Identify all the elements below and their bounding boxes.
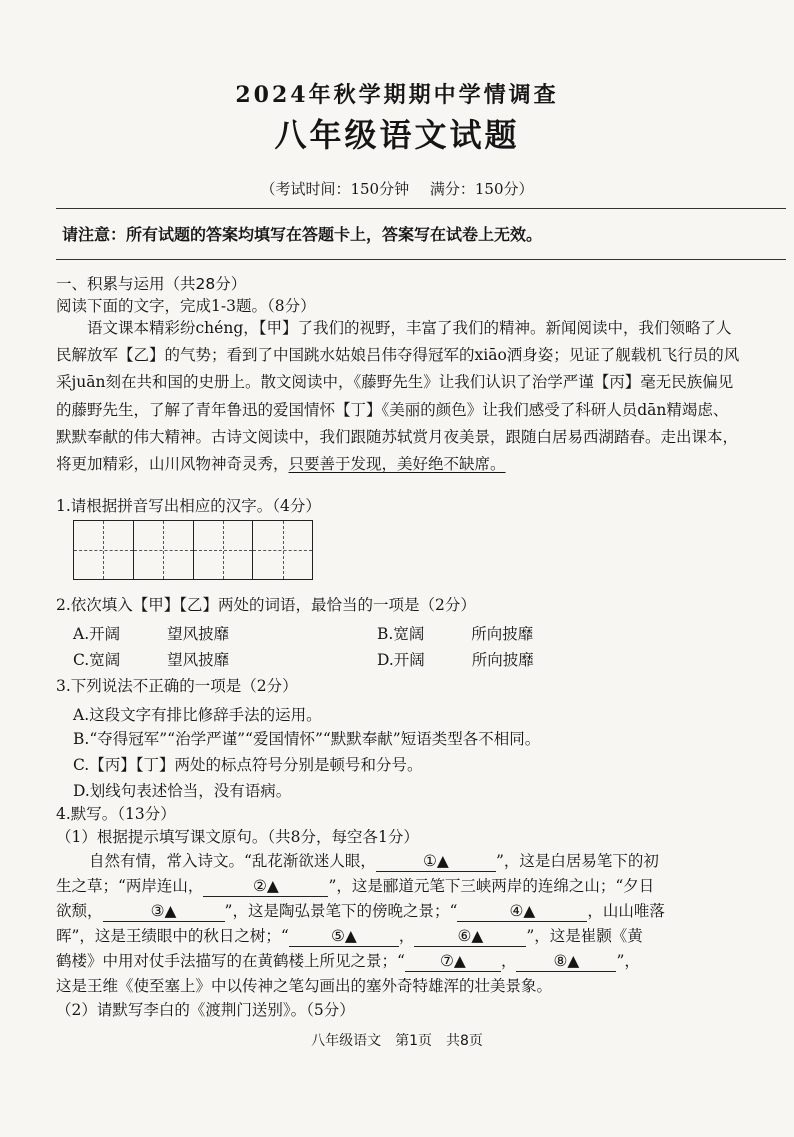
text-segment: ， (398, 927, 415, 945)
q2-stem: 2.依次填入【甲】【乙】两处的词语，最恰当的一项是（2分） (56, 596, 476, 614)
q4-sub1: （1）根据提示填写课文原句。（共8分，每空各1分） (56, 828, 419, 846)
blank-1: ①▲ (376, 851, 496, 872)
blank-5: ⑤▲ (289, 926, 399, 947)
q3-option-c: C.【丙】【丁】两处的标点符号分别是顿号和分号。 (73, 756, 423, 774)
answer-grid (73, 520, 313, 580)
text-segment: ”，这是白居易笔下的初 (495, 852, 659, 870)
option-word: 望风披靡 (167, 625, 230, 643)
q4-line-2 (56, 874, 654, 897)
text-segment: ， (500, 952, 517, 970)
q2-option-b (377, 622, 533, 644)
option-letter: B.宽阔 (377, 625, 425, 643)
q4-line-1 (89, 849, 659, 872)
section1-heading: 一、积累与运用（共28分） (56, 275, 247, 293)
blank-7: ⑦▲ (405, 951, 501, 972)
option-letter: C.宽阔 (73, 651, 121, 669)
option-word: 望风披靡 (167, 651, 230, 669)
text-segment: 自然有情，常入诗文。“乱花渐欲迷人眼， (89, 852, 376, 870)
text-segment: ，山山唯落 (587, 902, 665, 920)
blank-8: ⑧▲ (516, 951, 616, 972)
q1-stem: 1.请根据拼音写出相应的汉字。（4分） (56, 497, 321, 515)
q4-line-5 (56, 949, 640, 972)
blank-2: ②▲ (203, 876, 328, 897)
q4-stem: 4.默写。（13分） (56, 805, 176, 823)
page-footer: 八年级语文 第1页 共8页 (311, 1033, 483, 1049)
q2-option-c (73, 648, 229, 670)
text-segment: ”，这是郦道元笔下三峡两岸的连绵之山；“夕日 (328, 877, 655, 895)
grid-cell (253, 521, 312, 579)
text-segment: 鹤楼》中用对仗手法描写的在黄鹤楼上所见之景；“ (56, 952, 405, 970)
exam-title: 八年级语文试题 (274, 116, 520, 154)
q4-line-4 (56, 924, 643, 947)
blank-3: ③▲ (103, 901, 225, 922)
option-word: 所向披靡 (471, 651, 534, 669)
q3-option-b: B.“夺得冠军”“治学严谨”“爱国情怀”“默默奉献”短语类型各不相同。 (73, 730, 541, 748)
section1-instruction: 阅读下面的文字，完成1-3题。（8分） (56, 297, 316, 315)
option-word: 所向披靡 (471, 625, 534, 643)
text-segment: ”，这是崔颢《黄 (526, 927, 643, 945)
q4-line-6: 这是王维《使至塞上》中以传神之笔勾画出的塞外奇特雄浑的壮美景象。 (56, 977, 553, 995)
option-letter: D.开阔 (377, 651, 425, 669)
passage-underlined-sentence: 只要善于发现，美好绝不缺席。 (288, 455, 506, 474)
blank-4: ④▲ (457, 901, 587, 922)
q4-sub2: （2）请默写李白的《渡荆门送别》。（5分） (56, 1001, 355, 1019)
text-segment: 欲颓， (56, 902, 103, 920)
full-score: 满分：150分） (429, 180, 534, 198)
q3-option-d: D.划线句表述恰当，没有语病。 (73, 782, 292, 800)
reading-passage (56, 315, 742, 478)
text-segment: ”，这是陶弘景笔下的傍晚之景；“ (224, 902, 458, 920)
q4-line-3 (56, 899, 665, 922)
exam-subtitle: 2024年秋学期期中学情调查 (235, 82, 559, 108)
q2-option-d (377, 648, 534, 670)
option-letter: A.开阔 (73, 625, 121, 643)
q3-stem: 3.下列说法不正确的一项是（2分） (56, 677, 298, 695)
grid-cell (74, 521, 134, 579)
grid-cell (194, 521, 254, 579)
exam-info (0, 178, 794, 199)
grid-cell (134, 521, 194, 579)
q2-option-a (73, 622, 229, 644)
passage-text: 语文课本精彩纷chéng，【甲】了我们的视野，丰富了我们的精神。新闻阅读中，我们领略了人民解放军【乙】的气势；看到了中国跳水姑娘吕伟夺得冠军的xiāo洒身姿；见证了舰载机飞行员的风采juān刻在共和国的史册上。散文阅读中，《藤野先生》让我们认识了治学严谨【丙】毫无民族偏见的藤野先生，了解了青年鲁迅的爱国情怀【丁】《美丽的颜色》让我们感受了科研人员dān精竭虑、默默奉献的伟大精神。古诗文阅读中，我们跟随苏轼赏月夜美景，跟随白居易西湖踏春。走出课本，将更加精彩，山川风物神奇灵秀， (56, 319, 740, 474)
notice-text: 请注意：所有试题的答案均填写在答题卡上，答案写在试卷上无效。 (62, 225, 543, 244)
text-segment: ”， (616, 952, 640, 970)
exam-time: （考试时间：150分钟 (260, 180, 410, 198)
blank-6: ⑥▲ (414, 926, 526, 947)
text-segment: 生之草；“两岸连山， (56, 877, 204, 895)
q3-option-a: A.这段文字有排比修辞手法的运用。 (73, 706, 322, 724)
text-segment: 晖”，这是王绩眼中的秋日之树；“ (56, 927, 289, 945)
